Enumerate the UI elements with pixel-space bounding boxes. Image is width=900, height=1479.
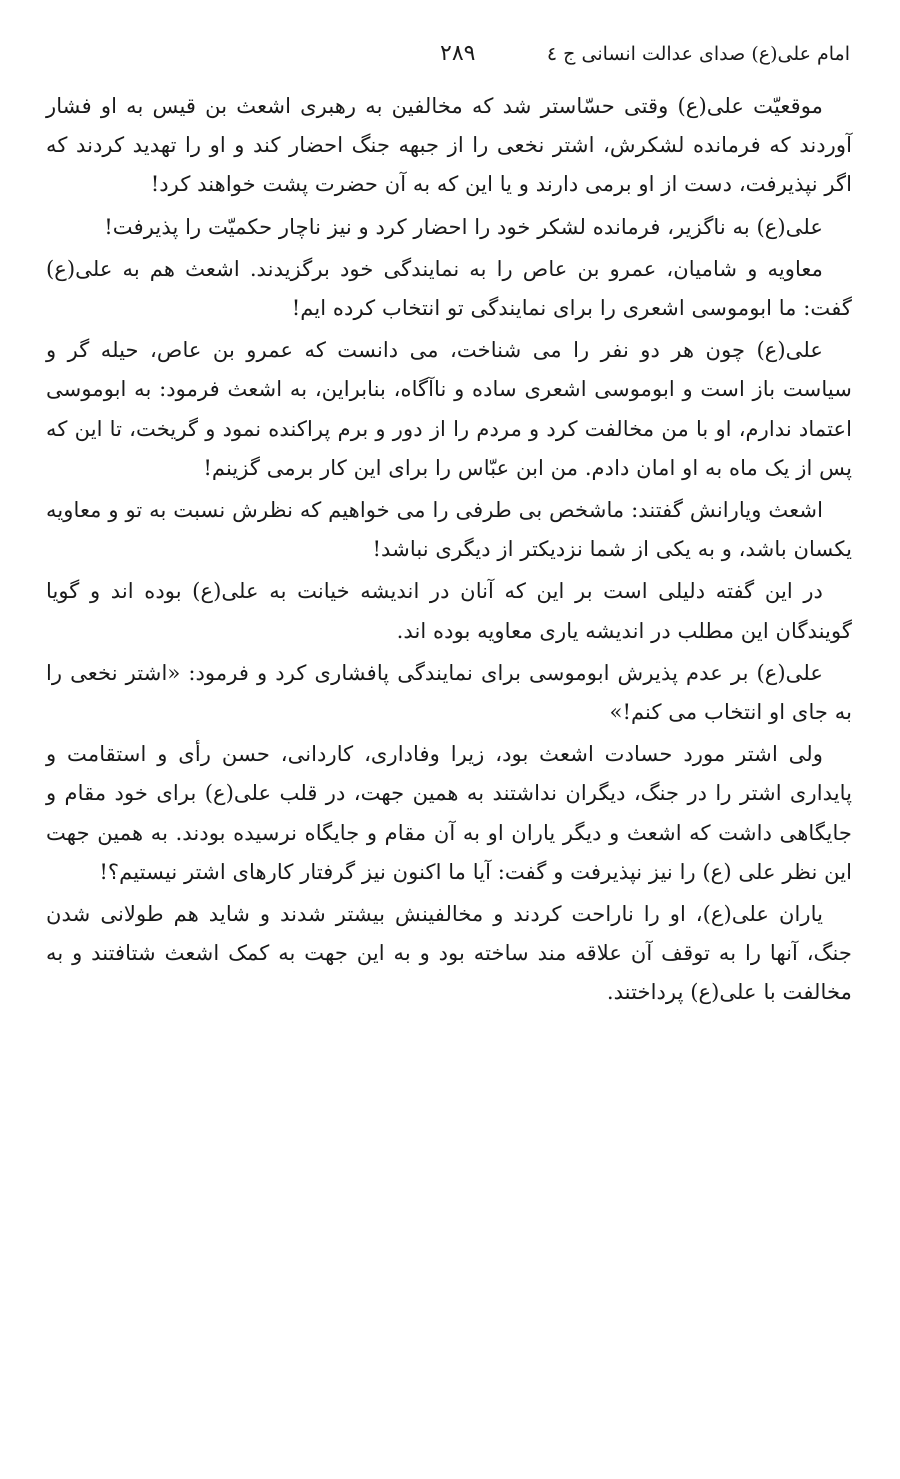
paragraph: علی(ع) به ناگزیر، فرمانده لشکر خود را احضار کرد و نیز ناچار حکمیّت را پذیرفت! bbox=[104, 213, 823, 239]
paragraph: یاران علی(ع)، او را ناراحت کردند و مخالفینش بیشتر شدند و شاید هم طولانی شدن جنگ، آنها را به توقف آن علاقه مند ساخته بود و به این جهت به کمک اشعث شتافتند و به مخالفت با علی(ع) پرداختند. bbox=[46, 901, 852, 1005]
running-title: امام علی(ع) صدای عدالت انسانی ج ٤ bbox=[546, 43, 850, 65]
paragraph: موقعیّت علی(ع) وقتی حسّاستر شد که مخالفین به رهبری اشعث بن قیس به او فشار آوردند که فرمانده لشکرش، اشتر نخعی را از جبهه جنگ احضار کند و او را تهدید کردند که اگر نپذیرفت، دست از او برمی دارند و یا این که به آن حضرت پشت خواهند کرد! bbox=[46, 93, 852, 197]
body-text bbox=[46, 86, 852, 1015]
paragraph: اشعث ویارانش گفتند: ماشخص بی طرفی را می خواهیم که نظرش نسبت به تو و معاویه یکسان باشد، و به یکی از شما نزدیکتر از دیگری نباشد! bbox=[46, 497, 852, 562]
paragraph: ولی اشتر مورد حسادت اشعث بود، زیرا وفاداری، کاردانی، حسن رأی و استقامت و پایداری اشتر را در جنگ، دیگران نداشتند به همین جهت، در قلب علی(ع) برای خود مقام و جایگاهی داشت که اشعث و دیگر یاران او به آن مقام و جایگاه نرسیده بودند. به همین جهت این نظر علی (ع) را نیز نپذیرفت و گفت: آیا ما اکنون نیز گرفتار کارهای اشتر نیستیم؟! bbox=[46, 741, 852, 884]
paragraph: علی(ع) چون هر دو نفر را می شناخت، می دانست که عمرو بن عاص، حیله گر و سیاست باز است و ابوموسی اشعری ساده و ناآگاه، بنابراین، به اشعث فرمود: به ابوموسی اعتماد ندارم، او با من مخالفت کرد و مردم را از دور و برم پراکنده نمود و گریخت، تا این که پس از یک ماه به او امان دادم. من ابن عبّاس را برای این کار برمی گزینم! bbox=[46, 337, 852, 480]
paragraph: علی(ع) بر عدم پذیرش ابوموسی برای نمایندگی پافشاری کرد و فرمود: «اشتر نخعی را به جای او انتخاب می کنم!» bbox=[46, 659, 852, 725]
paragraph: معاویه و شامیان، عمرو بن عاص را به نمایندگی خود برگزیدند. اشعث هم به علی(ع) گفت: ما ابوموسی اشعری را برای نمایندگی تو انتخاب کرده ایم! bbox=[46, 255, 852, 321]
paragraph: در این گفته دلیلی است بر این که آنان در اندیشه خیانت به علی(ع) بوده اند و گویا گویندگان این مطلب در اندیشه یاری معاویه بوده اند. bbox=[46, 578, 852, 643]
page-header bbox=[48, 34, 850, 74]
page-number: ٢٨٩ bbox=[440, 41, 476, 66]
